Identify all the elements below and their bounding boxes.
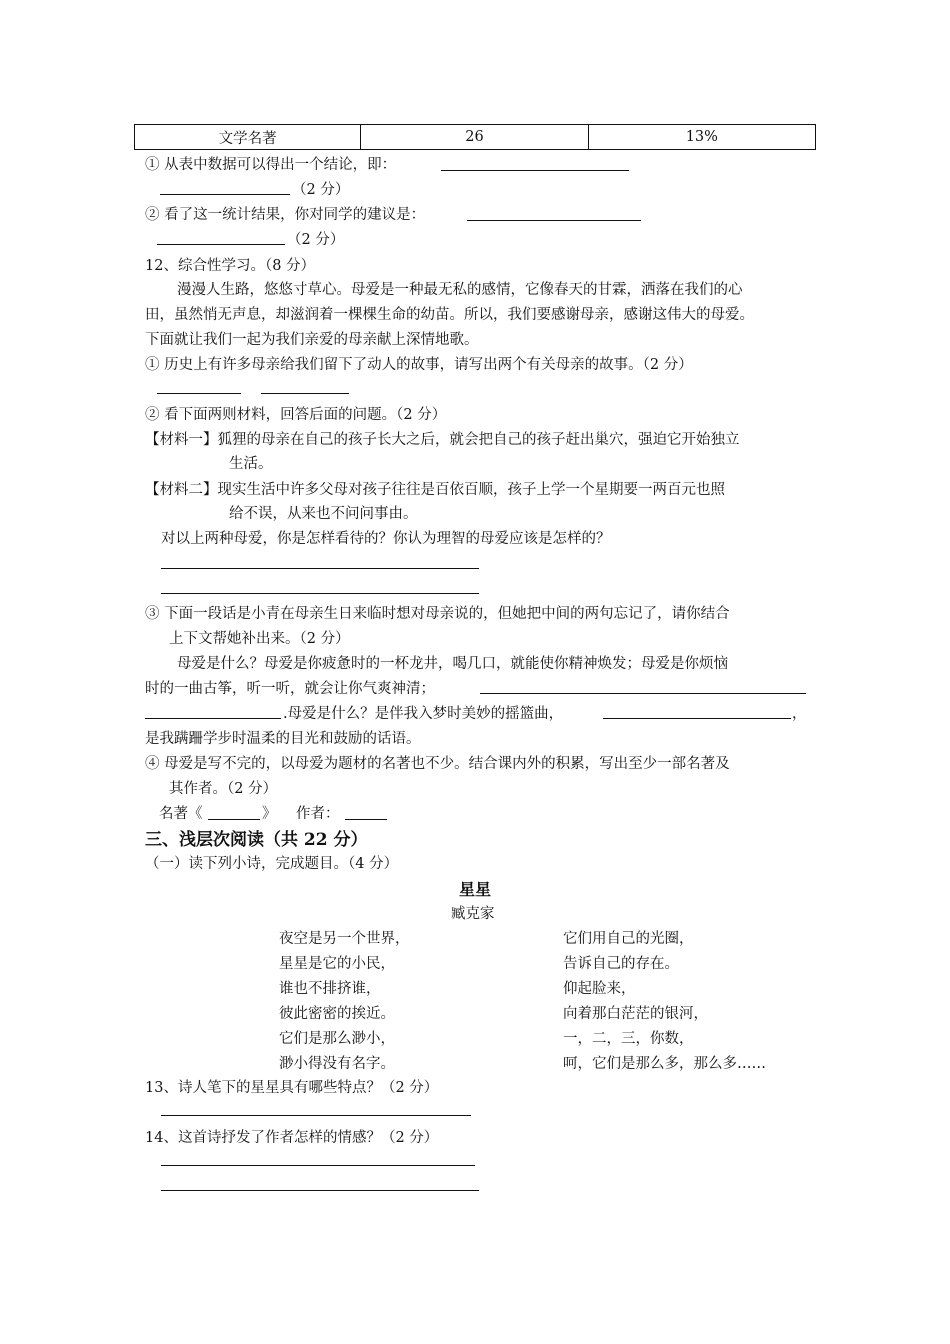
poem-line: 它们是那么渺小， [279,1031,395,1047]
poem-line: 一，二，三，你数， [563,1031,694,1047]
answer-blank[interactable] [441,170,629,171]
material1-line1: 【材料一】狐狸的母亲在自己的孩子长大之后，就会把自己的孩子赶出巢穴，强迫它开始独立 [145,432,740,448]
answer-blank[interactable] [161,568,479,569]
poem-line: 仰起脸来， [563,981,636,997]
q12-intro-line2: 田，虽然悄无声息，却滋润着一棵棵生命的幼苗。所以，我们要感谢母亲，感谢这伟大的母爱。 [145,307,754,323]
poem-line: 向着那白茫茫的银河， [563,1006,708,1022]
poem-line: 渺小得没有名字。 [279,1056,395,1072]
paragraph-line3: .母爱是什么？是伴我入梦时美妙的摇篮曲， [283,706,564,722]
q12-title: 12、综合性学习。（8 分） [145,258,316,274]
q12-intro-line3: 下面就让我们一起为我们亲爱的母亲献上深情地歌。 [145,332,479,348]
answer-blank[interactable] [467,220,641,221]
answer-blank[interactable] [160,194,290,195]
answer-blank[interactable] [161,1165,475,1166]
q12-sub3-line2: 上下文帮她补出来。（2 分） [169,631,350,647]
table-cell-category: 文学名著 [135,125,361,150]
q12-sub3-line1: ③ 下面一段话是小青在母亲生日来临时想对母亲说的，但她把中间的两句忘记了，请你结合 [145,606,730,622]
answer-blank[interactable] [161,1190,479,1191]
q13-question: 13、诗人笔下的星星具有哪些特点？（2 分） [145,1080,439,1096]
section3-title: 三、浅层次阅读（共 22 分） [145,830,368,850]
book-label: 名著《 [159,806,203,822]
section3-part1: （一）读下列小诗，完成题目。（4 分） [145,856,399,872]
poem-line: 告诉自己的存在。 [563,956,679,972]
poem-title: 星星 [459,880,492,899]
q12-intro-line1: 漫漫人生路，悠悠寸草心。母爱是一种最无私的感情，它像春天的甘霖，洒落在我们的心 [177,282,743,298]
material2-line2: 给不误，从来也不问问事由。 [229,506,418,522]
statistics-table [134,124,816,150]
poem-line: 夜空是另一个世界， [279,931,410,947]
table-row [135,125,816,150]
q11-item1-score: （2 分） [292,182,350,198]
answer-blank[interactable] [161,1115,471,1116]
poem-author: 臧克家 [451,906,495,922]
table-cell-count: 26 [361,125,588,150]
poem-line: 彼此密密的挨近。 [279,1006,395,1022]
paragraph-line1: 母爱是什么？母爱是你疲惫时的一杯龙井，喝几口，就能使你精神焕发；母爱是你烦恼 [177,656,728,672]
table-cell-percent: 13% [588,125,815,150]
q12-sub2-question: 对以上两种母爱，你是怎样看待的？你认为理智的母爱应该是怎样的？ [161,531,611,547]
answer-blank[interactable] [603,718,791,719]
material2-line1: 【材料二】现实生活中许多父母对孩子往往是百依百顺，孩子上学一个星期要一两百元也照 [145,482,725,498]
paragraph-line2: 时的一曲古筝，听一听，就会让你气爽神清； [145,681,435,697]
material1-line2: 生活。 [229,456,273,472]
answer-blank[interactable] [145,718,281,719]
answer-blank[interactable] [208,819,260,820]
q11-item2-score: （2 分） [287,232,345,248]
paragraph-comma: ， [792,706,807,722]
q12-sub4-line2: 其作者。（2 分） [169,781,278,797]
answer-blank[interactable] [157,244,285,245]
answer-blank[interactable] [480,693,806,694]
author-label: 作者： [296,806,340,822]
q14-question: 14、这首诗抒发了作者怎样的情感？（2 分） [145,1130,439,1146]
poem-line: 呵，它们是那么多，那么多…… [563,1056,766,1072]
answer-blank[interactable] [161,593,479,594]
q12-sub1: ① 历史上有许多母亲给我们留下了动人的故事，请写出两个有关母亲的故事。（2 分） [145,357,693,373]
poem-line: 谁也不排挤谁， [279,981,381,997]
answer-blank[interactable] [157,393,241,394]
poem-line: 它们用自己的光圈， [563,931,694,947]
answer-blank[interactable] [261,393,349,394]
poem-line: 星星是它的小民， [279,956,395,972]
q12-sub4-line1: ④ 母爱是写不完的，以母爱为题材的名著也不少。结合课内外的积累，写出至少一部名著及 [145,756,730,772]
paragraph-line4: 是我蹒跚学步时温柔的目光和鼓励的话语。 [145,731,421,747]
q11-item1: ① 从表中数据可以得出一个结论，即： [145,157,397,173]
q11-item2: ② 看了这一统计结果，你对同学的建议是： [145,207,426,223]
q12-sub2: ② 看下面两则材料，回答后面的问题。（2 分） [145,407,447,423]
answer-blank[interactable] [345,819,387,820]
book-close: 》 [262,806,277,822]
